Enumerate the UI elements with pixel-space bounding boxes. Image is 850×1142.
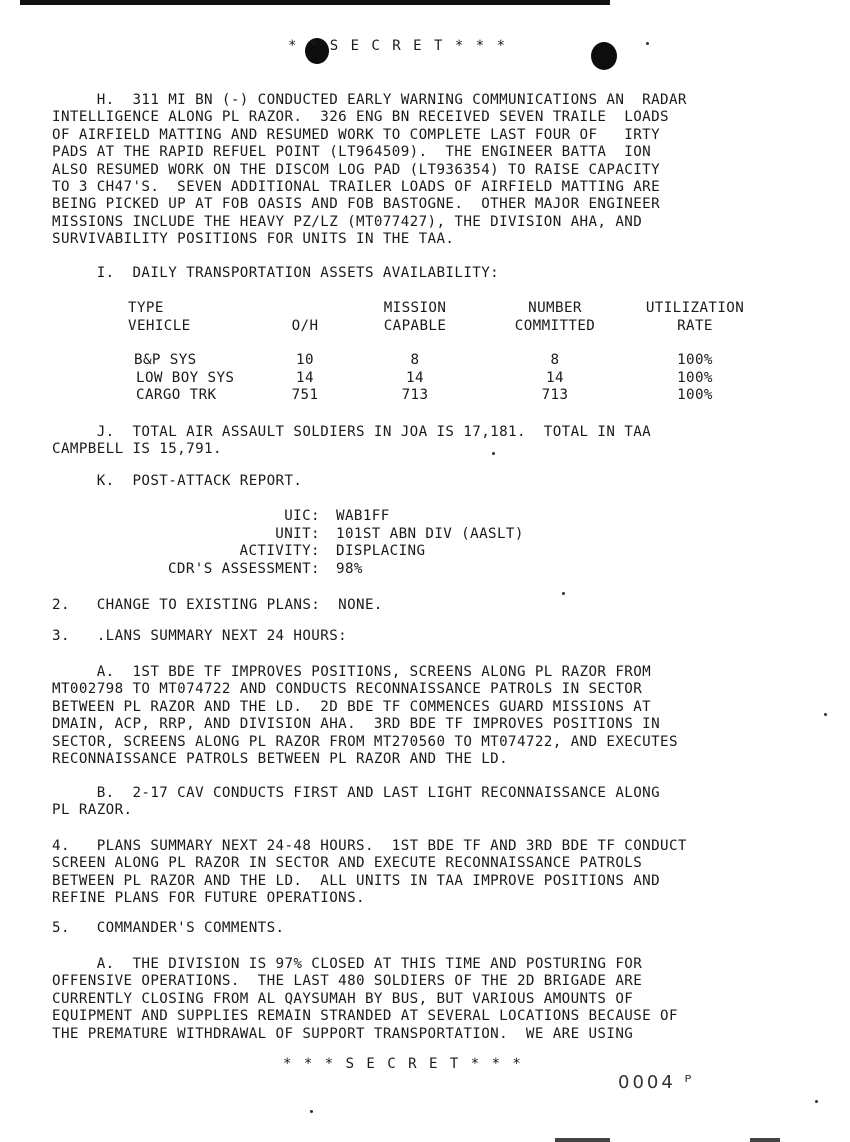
table-cell: 100% xyxy=(677,352,713,368)
table-cell: 14 xyxy=(296,369,314,386)
table-cell: 751 xyxy=(291,387,319,403)
table-cell: 10 xyxy=(296,352,314,368)
table-cell: CARGO TRK xyxy=(136,387,217,403)
report-row xyxy=(0,508,850,526)
scan-top-edge xyxy=(20,0,610,5)
table-cell: 100% xyxy=(677,387,713,403)
table-header-cell: CAPABLE xyxy=(383,317,447,334)
table-cell: 713 xyxy=(401,387,429,403)
table-cell: 100% xyxy=(677,369,713,386)
table-header-cell: RATE xyxy=(677,317,713,334)
report-label: CDR'S ASSESSMENT: xyxy=(167,560,320,577)
scan-speck xyxy=(824,713,827,716)
scan-bottom-edge xyxy=(750,1138,780,1142)
report-row xyxy=(0,526,850,544)
transportation-table xyxy=(0,300,850,410)
report-value: 101ST ABN DIV (AASLT) xyxy=(336,525,524,542)
section-3-heading: 3. .LANS SUMMARY NEXT 24 HOURS: xyxy=(52,628,348,644)
table-cell: B&P SYS xyxy=(134,352,197,368)
report-row xyxy=(0,543,850,561)
report-label: UNIT: xyxy=(275,525,320,542)
paragraph-h: H. 311 MI BN (-) CONDUCTED EARLY WARNING COMMUNICATIONS AN RADAR INTELLIGENCE ALONG PL RAZOR. 326 ENG BN RECEIVED SEVEN TRAILE LOADS OF AIRFIELD MATTING AND RESUMED WORK TO COMPLETE LAST FOUR OF IRTY PADS AT THE RAPID REFUEL POINT (LT964509). THE ENGINEER BATTA ION ALSO RESUMED WORK ON THE DISCOM LOG PAD (LT936354) TO RAISE CAPACITY TO 3 CH47'S. SEVEN ADDITIONAL TRAILER LOADS OF AIRFIELD MATTING ARE BEING PICKED UP AT FOB OASIS AND FOB BASTOGNE. OTHER MAJOR ENGINEER MISSIONS INCLUDE THE HEAVY PZ/LZ (MT077427), THE DIVISION AHA, AND SURVIVABILITY POSITIONS FOR UNITS IN THE TAA. xyxy=(52,92,687,248)
paragraph-k-heading: K. POST-ATTACK REPORT. xyxy=(52,473,303,489)
table-cell: 8 xyxy=(410,352,420,368)
section-4-plans: 4. PLANS SUMMARY NEXT 24-48 HOURS. 1ST BDE TF AND 3RD BDE TF CONDUCT SCREEN ALONG PL RAZOR IN SECTOR AND EXECUTE RECONNAISSANCE PATROLS BETWEEN PL RAZOR AND THE LD. ALL UNITS IN TAA IMPROVE POSITIONS AND REFINE PLANS FOR FUTURE OPERATIONS. xyxy=(52,838,687,907)
scan-speck xyxy=(646,42,649,45)
scan-speck xyxy=(562,592,565,595)
scan-speck xyxy=(815,1100,818,1103)
report-label: ACTIVITY: xyxy=(239,543,320,559)
section-2-changes: 2. CHANGE TO EXISTING PLANS: NONE. xyxy=(52,597,383,613)
paragraph-3a: A. 1ST BDE TF IMPROVES POSITIONS, SCREENS ALONG PL RAZOR FROM MT002798 TO MT074722 AND CONDUCTS RECONNAISSANCE PATROLS IN SECTOR BETWEEN PL RAZOR AND THE LD. 2D BDE TF COMMENCES GUARD MISSIONS AT DMAIN, ACP, RRP, AND DIVISION AHA. 3RD BDE TF IMPROVES POSITIONS IN SECTOR, SCREENS ALONG PL RAZOR FROM MT270560 TO MT074722, AND EXECUTES RECONNAISSANCE PATROLS BETWEEN PL RAZOR AND THE LD. xyxy=(52,664,678,768)
table-header-cell: TYPE xyxy=(128,300,164,316)
report-value: 98% xyxy=(336,560,363,577)
page-number-stamp: 0004 ᴾ xyxy=(618,1072,695,1093)
table-cell: 14 xyxy=(546,369,564,386)
section-5-heading: 5. COMMANDER'S COMMENTS. xyxy=(52,920,285,936)
table-header-cell: VEHICLE xyxy=(128,317,191,334)
report-row xyxy=(0,561,850,579)
table-header-cell: O/H xyxy=(291,317,319,334)
table-header-cell: MISSION xyxy=(383,300,447,316)
report-value: WAB1FF xyxy=(336,508,390,524)
scan-speck xyxy=(492,452,495,455)
paragraph-3b: B. 2-17 CAV CONDUCTS FIRST AND LAST LIGHT RECONNAISSANCE ALONG PL RAZOR. xyxy=(52,785,661,819)
paragraph-j: J. TOTAL AIR ASSAULT SOLDIERS IN JOA IS 17,181. TOTAL IN TAA CAMPBELL IS 15,791. xyxy=(52,424,652,458)
hole-punch-right xyxy=(591,42,617,70)
footer-classification: * * * S E C R E T * * * xyxy=(283,1056,523,1072)
table-header-cell: UTILIZATION xyxy=(645,300,745,316)
post-attack-report xyxy=(0,508,850,580)
table-cell: LOW BOY SYS xyxy=(136,369,235,386)
table-header-cell: NUMBER xyxy=(528,300,582,316)
scan-bottom-edge xyxy=(555,1138,610,1142)
header-classification: * * S E C R E T * * * xyxy=(288,38,508,54)
report-value: DISPLACING xyxy=(336,543,426,559)
table-cell: 713 xyxy=(541,387,569,403)
table-header-cell: COMMITTED xyxy=(514,317,596,334)
scan-speck xyxy=(310,1110,313,1113)
paragraph-i-heading: I. DAILY TRANSPORTATION ASSETS AVAILABILITY: xyxy=(52,265,500,281)
table-cell: 14 xyxy=(406,369,424,386)
paragraph-5a: A. THE DIVISION IS 97% CLOSED AT THIS TIME AND POSTURING FOR OFFENSIVE OPERATIONS. THE LAST 480 SOLDIERS OF THE 2D BRIGADE ARE CURRENTLY CLOSING FROM AL QAYSUMAH BY BUS, BUT VARIOUS AMOUNTS OF EQUIPMENT AND SUPPLIES REMAIN STRANDED AT SEVERAL LOCATIONS BECAUSE OF THE PREMATURE WITHDRAWAL OF SUPPORT TRANSPORTATION. WE ARE USING xyxy=(52,956,678,1042)
report-label: UIC: xyxy=(284,508,320,524)
table-cell: 8 xyxy=(550,352,560,368)
